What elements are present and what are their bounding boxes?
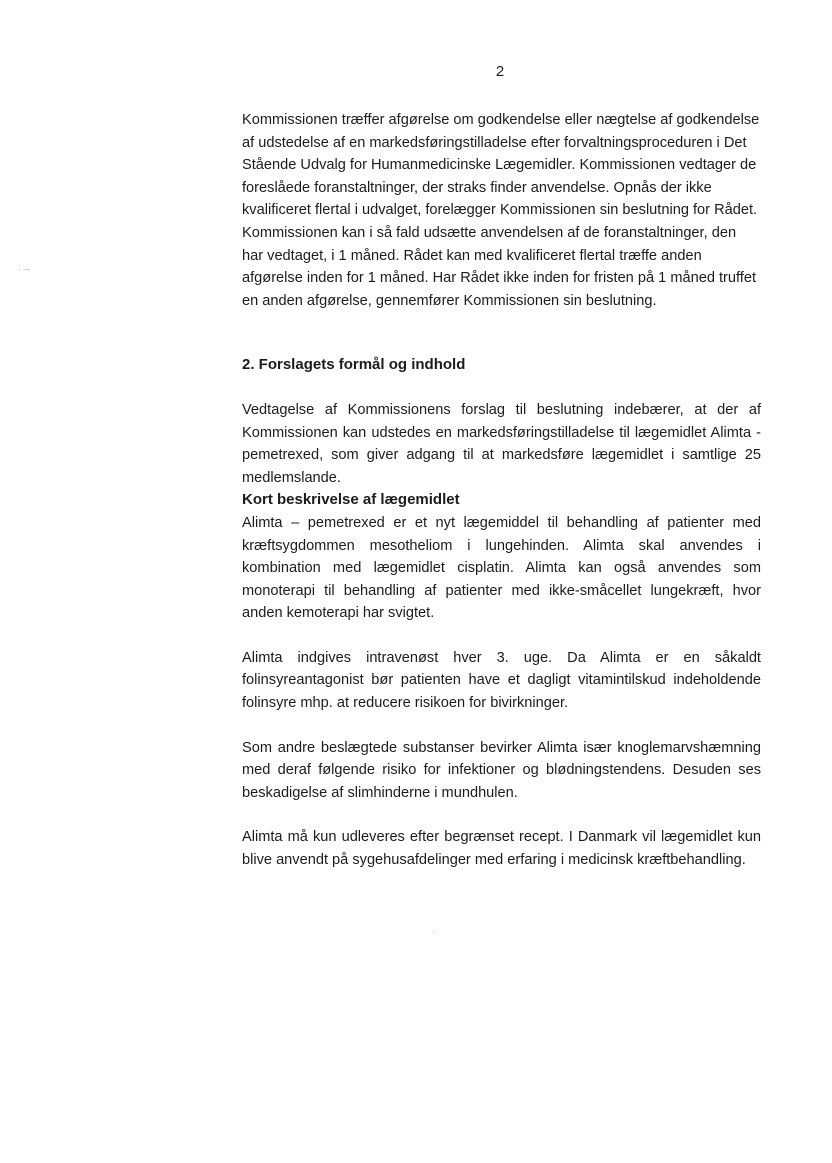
subheading-drug-description: Kort beskrivelse af lægemidlet	[242, 491, 460, 509]
administration-paragraph: Alimta indgives intravenøst hver 3. uge. Da Alimta er en såkaldt folinsyreantagonist bør patienten have et dagligt vitamintilskud indeholdende folinsyre mhp. at reducere risikoen for bivirkninger.	[242, 649, 761, 712]
page-number: 2	[495, 63, 505, 80]
document-body	[242, 109, 761, 872]
intro-paragraph: Kommissionen træffer afgørelse om godkendelse eller nægtelse af godkendelse af udstedelse af en markedsføringstilladelse efter forvaltningsproceduren i Det Stående Udvalg for Humanmedicinske Lægemidler. Kommissionen vedtager de foreslåede foranstaltninger, der straks finder anvendelse. Opnås der ikke kvalificeret flertal i udvalget, forelægger Kommissionen sin beslutning for Rådet. Kommissionen kan i så fald udsætte anvendelsen af de foranstaltninger, den har vedtaget, i 1 måned. Rådet kan med kvalificeret flertal træffe anden afgørelse inden for 1 måned. Har Rådet ikke inden for fristen på 1 måned truffet en anden afgørelse, gennemfører Kommissionen sin beslutning.	[242, 112, 760, 309]
section-intro-paragraph: Vedtagelse af Kommissionens forslag til beslutning indebærer, at der af Kommissionen kan udstedes en markedsføringstilladelse til lægemidlet Alimta - pemetrexed, som giver adgang til at markedsføre lægemidlet i samtlige 25 medlemslande.	[242, 401, 761, 486]
scan-speck: ·	[432, 928, 435, 937]
side-effects-paragraph: Som andre beslægtede substanser bevirker Alimta især knoglemarvshæmning med deraf følgende risiko for infektioner og blødningstendens. Desuden ses beskadigelse af slimhinderne i mundhulen.	[242, 739, 761, 801]
drug-description-paragraph: Alimta – pemetrexed er et nyt lægemiddel til behandling af patienter med kræftsygdommen mesotheliom i lungehinden. Alimta skal anvendes i kombination med lægemidlet cisplatin. Alimta kan også anvendes som monoterapi til behandling af patienter med ikke-småcellet lungekræft, hvor anden kemoterapi har svigtet.	[242, 514, 761, 622]
scan-speck: · ·–	[18, 265, 30, 274]
prescription-paragraph: Alimta må kun udleveres efter begrænset recept. I Danmark vil lægemidlet kun blive anvendt på sygehusafdelinger med erfaring i medicinsk kræftbehandling.	[242, 829, 761, 869]
section-heading: 2. Forslagets formål og indhold	[242, 356, 466, 374]
